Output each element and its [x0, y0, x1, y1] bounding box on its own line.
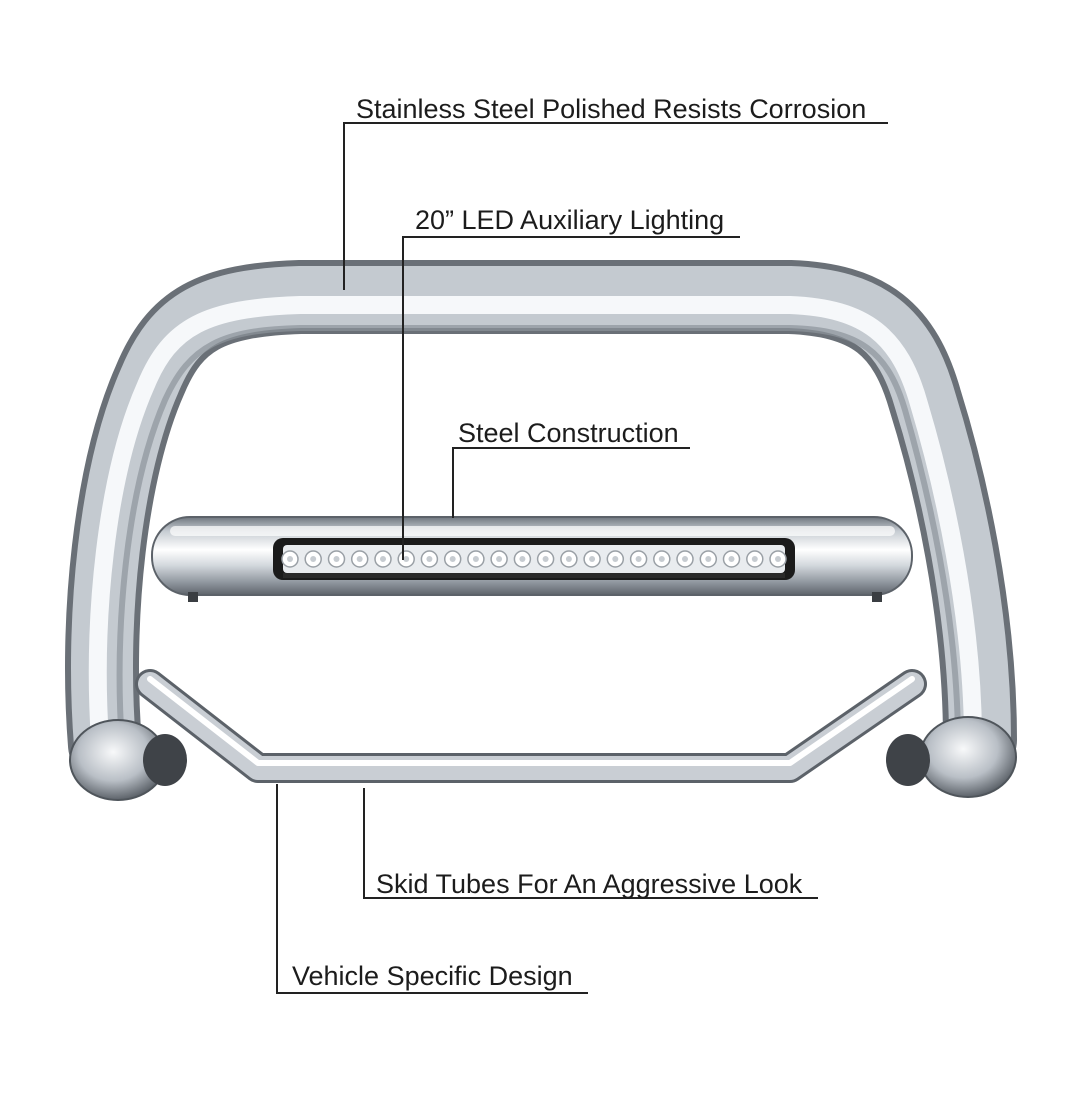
led-cell-core	[380, 556, 386, 562]
callout-skid-tubes: Skid Tubes For An Aggressive Look	[376, 869, 803, 899]
led-cell-core	[519, 556, 525, 562]
led-cell-core	[682, 556, 688, 562]
led-cell-core	[357, 556, 363, 562]
led-cell-core	[612, 556, 618, 562]
led-cell-core	[403, 556, 409, 562]
led-cell-core	[566, 556, 572, 562]
led-cell-core	[473, 556, 479, 562]
led-cell-core	[310, 556, 316, 562]
led-cell-core	[659, 556, 665, 562]
led-cell-core	[426, 556, 432, 562]
callout-led-lighting: 20” LED Auxiliary Lighting	[415, 205, 725, 235]
right-foot	[920, 717, 1016, 797]
led-cell-core	[636, 556, 642, 562]
skid-tube	[150, 679, 912, 768]
callout-line-steel	[453, 448, 690, 518]
led-cell-core	[752, 556, 758, 562]
led-cell-core	[450, 556, 456, 562]
led-cell-core	[729, 556, 735, 562]
led-cell-core	[496, 556, 502, 562]
led-cell-core	[543, 556, 549, 562]
led-cell-core	[705, 556, 711, 562]
callout-steel-construction: Steel Construction	[458, 418, 679, 448]
right-mount	[886, 734, 930, 786]
callout-vehicle-specific: Vehicle Specific Design	[292, 961, 573, 991]
led-cell-core	[589, 556, 595, 562]
callout-stainless-steel: Stainless Steel Polished Resists Corrosion	[356, 94, 867, 124]
left-mount	[143, 734, 187, 786]
led-cell-core	[334, 556, 340, 562]
led-light-bar	[273, 538, 795, 580]
led-cell-core	[775, 556, 781, 562]
led-cell-core	[287, 556, 293, 562]
